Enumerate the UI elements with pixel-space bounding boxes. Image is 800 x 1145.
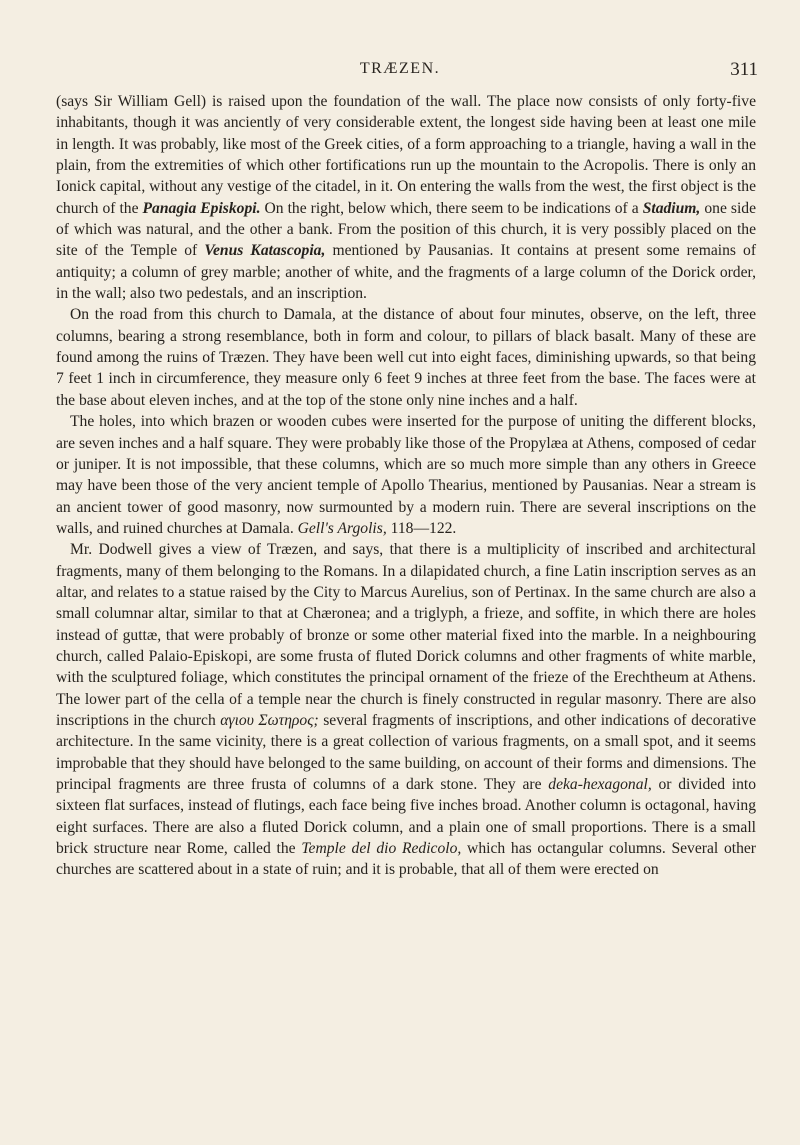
text-run: several fragments of inscriptions, and other indications of decorative architecture. In the same vicinity, there is a great collection of various fragments, on a small spot, and it seems improbable that they should have belonged to the same building, on account of their forms and dimensions. The principal fragments are three frusta of columns of a dark stone. They are <box>56 711 757 793</box>
greek-church-name: αγιου Σωτηρος; <box>220 711 319 729</box>
text-run: The holes, into which brazen or wooden cubes were inserted for the purpose of uniting the different blocks, are seven inches and a half square. They were probably like those of the Propylæa at Athens, composed of cedar or juniper. It is not impossible, that these columns, which are so much more simple than any others in Greece may have been those of the very ancient temple of Apollo Thearius, mentioned by Pausanias. Near a stream is an ancient tower of good masonry, now surmounted by a modern ruin. There are several inscriptions on the walls, and ruined churches at Damala. <box>56 413 756 537</box>
page-number: 311 <box>730 59 758 80</box>
text-run: On the right, below which, there seem to be indications of a <box>260 199 643 217</box>
emphasis-temple-del-dio: Temple del dio Redicolo, <box>301 840 462 858</box>
citation-title: Gell's Argolis, <box>297 519 387 537</box>
emphasis-stadium: Stadium, <box>642 199 701 217</box>
text-run: (says Sir William Gell) is raised upon the foundation of the wall. The place now consists of only forty-five inhabitants, though it was anciently of very considerable extent, the longest side having been at least one mile in length. It was probably, like most of the Greek cities, of a form approaching to a triangle, having a wall in the plain, from the extremities of which other fortifications run up the mountain to the Acropolis. There is only an Ionick capital, without any vestige of the citadel, in it. On entering the walls from the west, the first object is the church of the <box>56 93 756 217</box>
running-head: TRÆZEN. <box>359 60 441 77</box>
text-run: mentioned by Pausanias. It contains at present some remains of antiquity; a column of grey marble; another of white, and the fragments of a large column of the Dorick order, in the wall; also two pedestals, and an inscription. <box>56 242 757 303</box>
paragraph-4 <box>56 539 756 881</box>
text-run: Mr. Dodwell gives a view of Træzen, and says, that there is a multiplicity of inscribed and architectural fragments, many of them belonging to the Romans. In a dilapidated church, a fine Latin inscription serves as an altar, and relates to a statue raised by the City to Marcus Aurelius, son of Pertinax. In the same church are also a small columnar altar, similar to that at Chæronea; and a triglyph, a frieze, and soffite, in which there are holes instead of guttæ, that were probably of bronze or some other material fixed into the marble. In a neighbouring church, called Palaio-Episkopi, are some frusta of fluted Dorick columns and other fragments of white marble, with the sculptured foliage, which constitutes the principal ornament of the frieze of the Erechtheum at Athens. The lower part of the cella of a temple near the church is finely constructed in regular masonry. There are also inscriptions in the church <box>56 541 756 729</box>
paragraph-2: On the road from this church to Damala, at the distance of about four minutes, observe, on the left, three columns, bearing a strong resemblance, both in form and colour, to pillars of black basalt. Many of these are found among the ruins of Træzen. They have been well cut into eight faces, diminishing upwards, so that being 7 feet 1 inch in circumference, they measure only 6 feet 9 inches at three feet from the base. The faces were at the base about eleven inches, and at the top of the stone only nine inches and a half. <box>56 306 756 409</box>
body-text <box>56 91 756 881</box>
paragraph-1 <box>56 91 756 304</box>
text-run: one side of which was natural, and the other a bank. From the position of this church, it is very possibly placed on the site of the Temple of <box>56 199 756 260</box>
text-run: 118—122. <box>386 519 457 537</box>
emphasis-deka-hexagonal: deka-hexagonal, <box>548 776 652 793</box>
emphasis-church-name: Panagia Episkopi. <box>142 199 261 217</box>
text-run: or divided into sixteen flat surfaces, instead of flutings, each face being five inches broad. Another column is octagonal, having eight surfaces. There are also a fluted Dorick column, and a plain one of small proportions. There is a small brick structure near Rome, called the <box>56 776 757 858</box>
text-run: which has octangular columns. Several other churches are scattered about in a state of ruin; and it is probable, that all of them were erected on <box>56 840 757 879</box>
emphasis-temple-name: Venus Katascopia, <box>204 242 326 260</box>
page-header <box>40 60 760 86</box>
paragraph-3 <box>56 411 756 539</box>
